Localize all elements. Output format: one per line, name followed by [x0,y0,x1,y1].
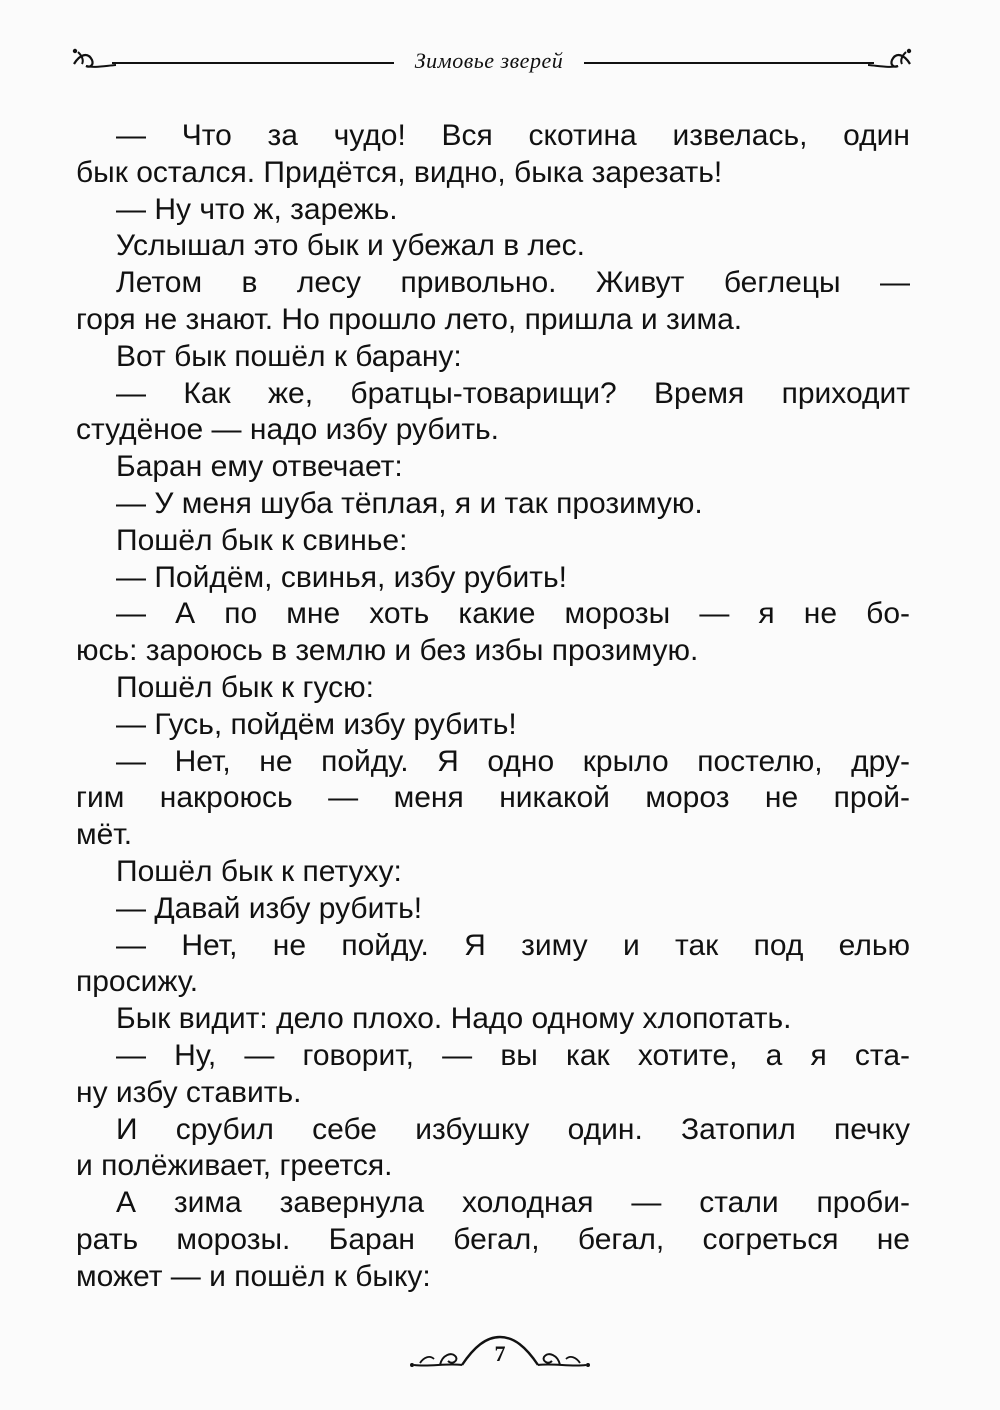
text-line: — Давай избу рубить! [116,891,423,925]
text-line: Баран ему отвечает: [116,450,403,484]
text-line: Вот бык пошёл к барану: [116,339,462,373]
text-line: Пошёл бык к петуху: [116,854,402,888]
text-line: — Пойдём, свинья, избу рубить! [116,560,567,594]
text-line: юсь: зароюсь в землю и без избы прозимую. [76,634,699,668]
text-line: горя не знают. Но прошло лето, пришла и зима. [76,302,743,336]
text-line: Услышал это бык и убежал в лес. [116,229,585,263]
text-line: — Нет, не пойду. Я одно крыло постелю, дру- [116,744,910,778]
text-line: — Гусь, пойдём избу рубить! [116,707,517,741]
text-line: — У меня шуба тёплая, я и так прозимую. [116,486,703,520]
left-flourish-icon [72,42,116,82]
running-header [72,40,912,84]
story-text [76,118,910,1296]
text-line: мёт. [76,818,133,852]
text-line: — Как же, братцы-товарищи? Время приходит [116,376,910,410]
text-line: Пошёл бык к гусю: [116,670,374,704]
page-number: 7 [494,1341,506,1366]
text-line: просижу. [76,965,199,999]
text-line: гим накроюсь — меня никакой мороз не прой- [76,781,910,815]
text-line: студёное — надо избу рубить. [76,413,500,447]
page-footer [400,1325,600,1385]
text-line: рать морозы. Баран бегал, бегал, согреться не [76,1222,910,1256]
text-line: — Ну, — говорит, — вы как хотите, а я ста- [116,1038,910,1072]
text-line: ну избу ставить. [76,1075,302,1109]
text-line: А зима завернула холодная — стали проби- [116,1186,910,1220]
text-line: — Ну что ж, зарежь. [116,192,398,226]
text-line: — А по мне хоть какие морозы — я не бо- [116,597,910,631]
text-line: И срубил себе избушку один. Затопил печку [116,1112,910,1146]
text-line: — Нет, не пойду. Я зиму и так под елью [116,928,910,962]
text-line: Бык видит: дело плохо. Надо одному хлопотать. [116,1002,792,1036]
header-rule-left [112,62,394,64]
text-line: может — и пошёл к быку: [76,1259,431,1293]
text-line: Пошёл бык к свинье: [116,523,408,557]
text-line: и полёживает, греется. [76,1149,393,1183]
right-flourish-icon [868,42,912,82]
text-line: — Что за чудо! Вся скотина извелась, один [116,119,910,152]
text-line: Летом в лесу привольно. Живут беглецы — [116,266,910,300]
text-line: бык остался. Придётся, видно, быка зарезать! [76,155,723,189]
header-rule-right [584,62,874,64]
page-title: Зимовье зверей [414,48,564,73]
